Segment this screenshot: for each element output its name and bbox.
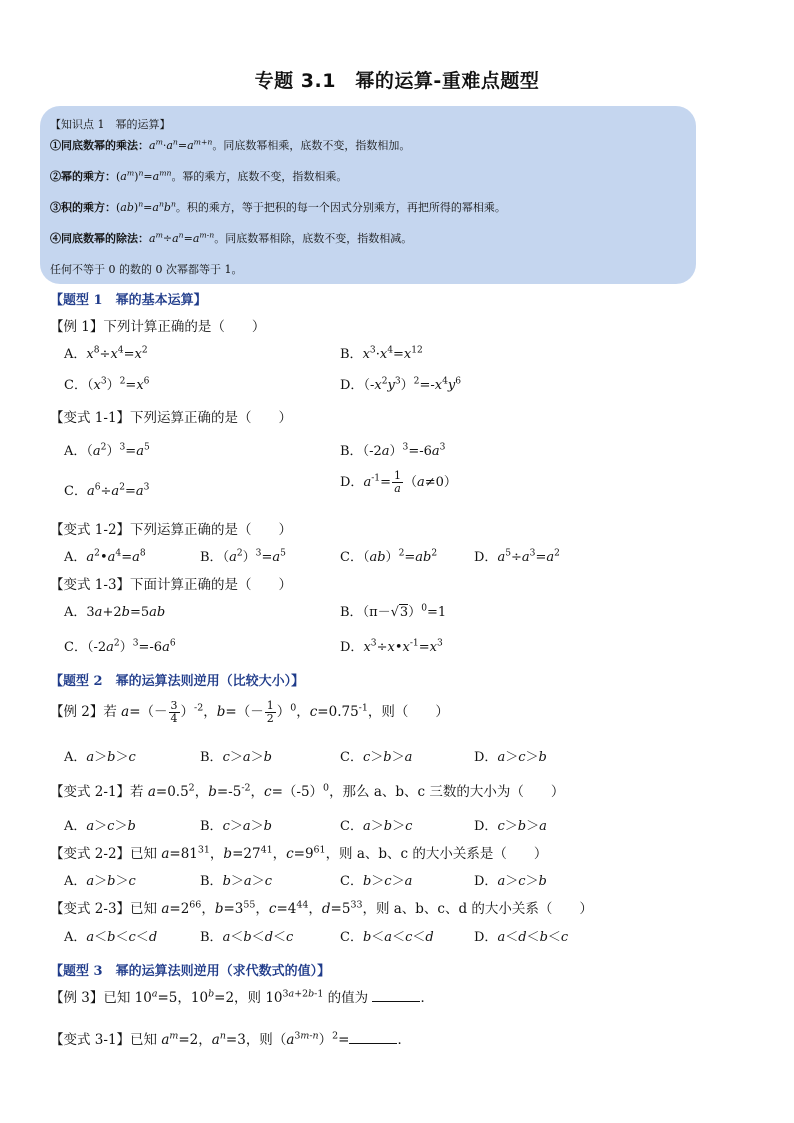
variant-2-1-stem: 【变式 2-1】若 $a=0.5^2$，$b=-5^{-2}$，$c=(-5)^0$，那么 a、b、c 三数的大小为（ ） [50, 782, 565, 800]
variant-2-3-stem: 【变式 2-3】已知 $a=2^{66}$，$b=3^{55}$，$c=4^{44}$，$d=5^{33}$，则 a、b、c、d 的大小关系（ ） [50, 899, 593, 917]
variant-2-2-option-c: C．b＞c＞a [340, 874, 413, 889]
variant-1-1-option-c: C．$a^6\div a^2=a^3$ [64, 482, 150, 499]
variant-1-3-option-a: A．3a+2b=5ab [64, 605, 166, 620]
knowledge-box [40, 106, 696, 284]
variant-1-1-stem: 【变式 1-1】下列运算正确的是（ ） [50, 410, 293, 426]
rule-1-desc: 。同底数幂相乘，底数不变，指数相加。 [212, 139, 411, 152]
rule-1-label: ①同底数幂的乘法： [50, 139, 149, 152]
example-1-option-a: A．$x^8\div x^4=x^2$ [64, 345, 148, 362]
example-2-option-b: B．c＞a＞b [200, 750, 272, 765]
rule-3-label: ③积的乘方： [50, 201, 116, 214]
answer-blank[interactable] [372, 989, 420, 1002]
example-1-stem: 【例 1】下列计算正确的是（ ） [50, 319, 266, 335]
rule-2-label: ②幂的乘方： [50, 170, 116, 183]
variant-2-2-option-b: B．b＞a＞c [200, 874, 272, 889]
example-1-option-d: D．$(-x^2y^3)^2=-x^4y^6$ [340, 376, 462, 393]
variant-1-2-option-c: C．$(ab)^2=ab^2$ [340, 548, 438, 565]
rule-4: ④同底数幂的除法：$a^m\div a^n=a^{m-n}$。同底数幂相除，底数不变，指数相减。 [50, 230, 413, 245]
variant-1-1-option-a: A．$(a^2)^3=a^5$ [64, 442, 150, 459]
variant-2-2-stem: 【变式 2-2】已知 $a=81^{31}$，$b=27^{41}$，$c=9^{61}$，则 a、b、c 的大小关系是（ ） [50, 844, 548, 862]
example-2-option-d: D．a＞c＞b [474, 750, 547, 765]
variant-1-1-option-d: D．$a^{-1}=$ $\frac{1}{a}$ （a≠0） [340, 469, 457, 495]
variant-2-1-option-b: B．c＞a＞b [200, 819, 272, 834]
variant-2-1-option-c: C．a＞b＞c [340, 819, 413, 834]
variant-1-2-stem: 【变式 1-2】下列运算正确的是（ ） [50, 522, 293, 538]
variant-1-2-option-b: B．$(a^2)^3=a^5$ [200, 548, 286, 565]
variant-3-1-stem: 【变式 3-1】已知 $a^m=2$，$a^n=3$，则$(a^{3m-n})^2=$ ． [50, 1030, 411, 1048]
rule-3-desc: 。积的乘方，等于把积的每一个因式分别乘方，再把所得的幂相乘。 [175, 201, 506, 214]
variant-1-2-option-a: A．$a^2•a^4=a^8$ [64, 548, 146, 565]
variant-2-3-option-d: D．a＜d＜b＜c [474, 930, 569, 945]
knowledge-header: 【知识点 1 幂的运算】 [50, 118, 171, 131]
rule-2-desc: 。幂的乘方，底数不变，指数相乘。 [171, 170, 348, 183]
example-2-option-a: A．a＞b＞c [64, 750, 136, 765]
example-2-stem: 【例 2】若 a=（－ $\frac{3}{4}$ ）$^{-2}$，b=（－ $\frac{1}{2}$ ）$^0$，$c=0.75^{-1}$，则（ ） [50, 699, 449, 725]
variant-2-3-option-b: B．a＜b＜d＜c [200, 930, 294, 945]
variant-1-3-stem: 【变式 1-3】下面计算正确的是（ ） [50, 577, 293, 593]
rule-2: ②幂的乘方：$(a^m)^n=a^{mn}$。幂的乘方，底数不变，指数相乘。 [50, 168, 348, 183]
rule-4-desc: 。同底数幂相除，底数不变，指数相减。 [214, 232, 413, 245]
example-3-stem: 【例 3】已知 $10^a=5$，$10^b=2$，则 $10^{3a+2b-1}$ 的值为 ． [50, 988, 434, 1006]
variant-2-2-option-a: A．a＞b＞c [64, 874, 136, 889]
section-2-heading: 【题型 2 幂的运算法则逆用（比较大小）】 [50, 674, 305, 689]
rule-3: ③积的乘方：$(ab)^n=a^nb^n$。积的乘方，等于把积的每一个因式分别乘方，再把所得的幂相乘。 [50, 199, 506, 214]
variant-1-3-option-b: B．$(\pi-√3)^0=1$ [340, 603, 447, 620]
variant-1-1-option-b: B．$(-2a)^3=-6a^3$ [340, 442, 446, 459]
section-1-heading: 【题型 1 幂的基本运算】 [50, 293, 207, 308]
variant-1-3-option-d: D．$x^3\div x•x^{-1}=x^3$ [340, 638, 443, 655]
zero-power-note: 任何不等于 0 的数的 0 次幂都等于 1。 [50, 263, 243, 276]
variant-2-3-option-c: C．b＜a＜c＜d [340, 930, 434, 945]
example-1-option-c: C．$(x^3)^2=x^6$ [64, 376, 150, 393]
section-3-heading: 【题型 3 幂的运算法则逆用（求代数式的值）】 [50, 964, 331, 979]
page-title: 专题 3.1 幂的运算-重难点题型 [254, 70, 540, 92]
rule-1: ①同底数幂的乘法：$a^m\cdot a^n=a^{m+n}$。同底数幂相乘，底数不变，指数相加。 [50, 137, 411, 152]
example-2-option-c: C．c＞b＞a [340, 750, 413, 765]
variant-1-3-option-c: C．$(-2a^2)^3=-6a^6$ [64, 638, 176, 655]
variant-2-3-option-a: A．a＜b＜c＜d [64, 930, 158, 945]
variant-2-1-option-d: D．c＞b＞a [474, 819, 547, 834]
example-1-option-b: B．$x^3\cdot x^4=x^{12}$ [340, 345, 423, 362]
answer-blank[interactable] [349, 1031, 397, 1044]
rule-4-label: ④同底数幂的除法： [50, 232, 149, 245]
variant-1-2-option-d: D．$a^5\div a^3=a^2$ [474, 548, 560, 565]
variant-2-1-option-a: A．a＞c＞b [64, 819, 136, 834]
variant-2-2-option-d: D．a＞c＞b [474, 874, 547, 889]
